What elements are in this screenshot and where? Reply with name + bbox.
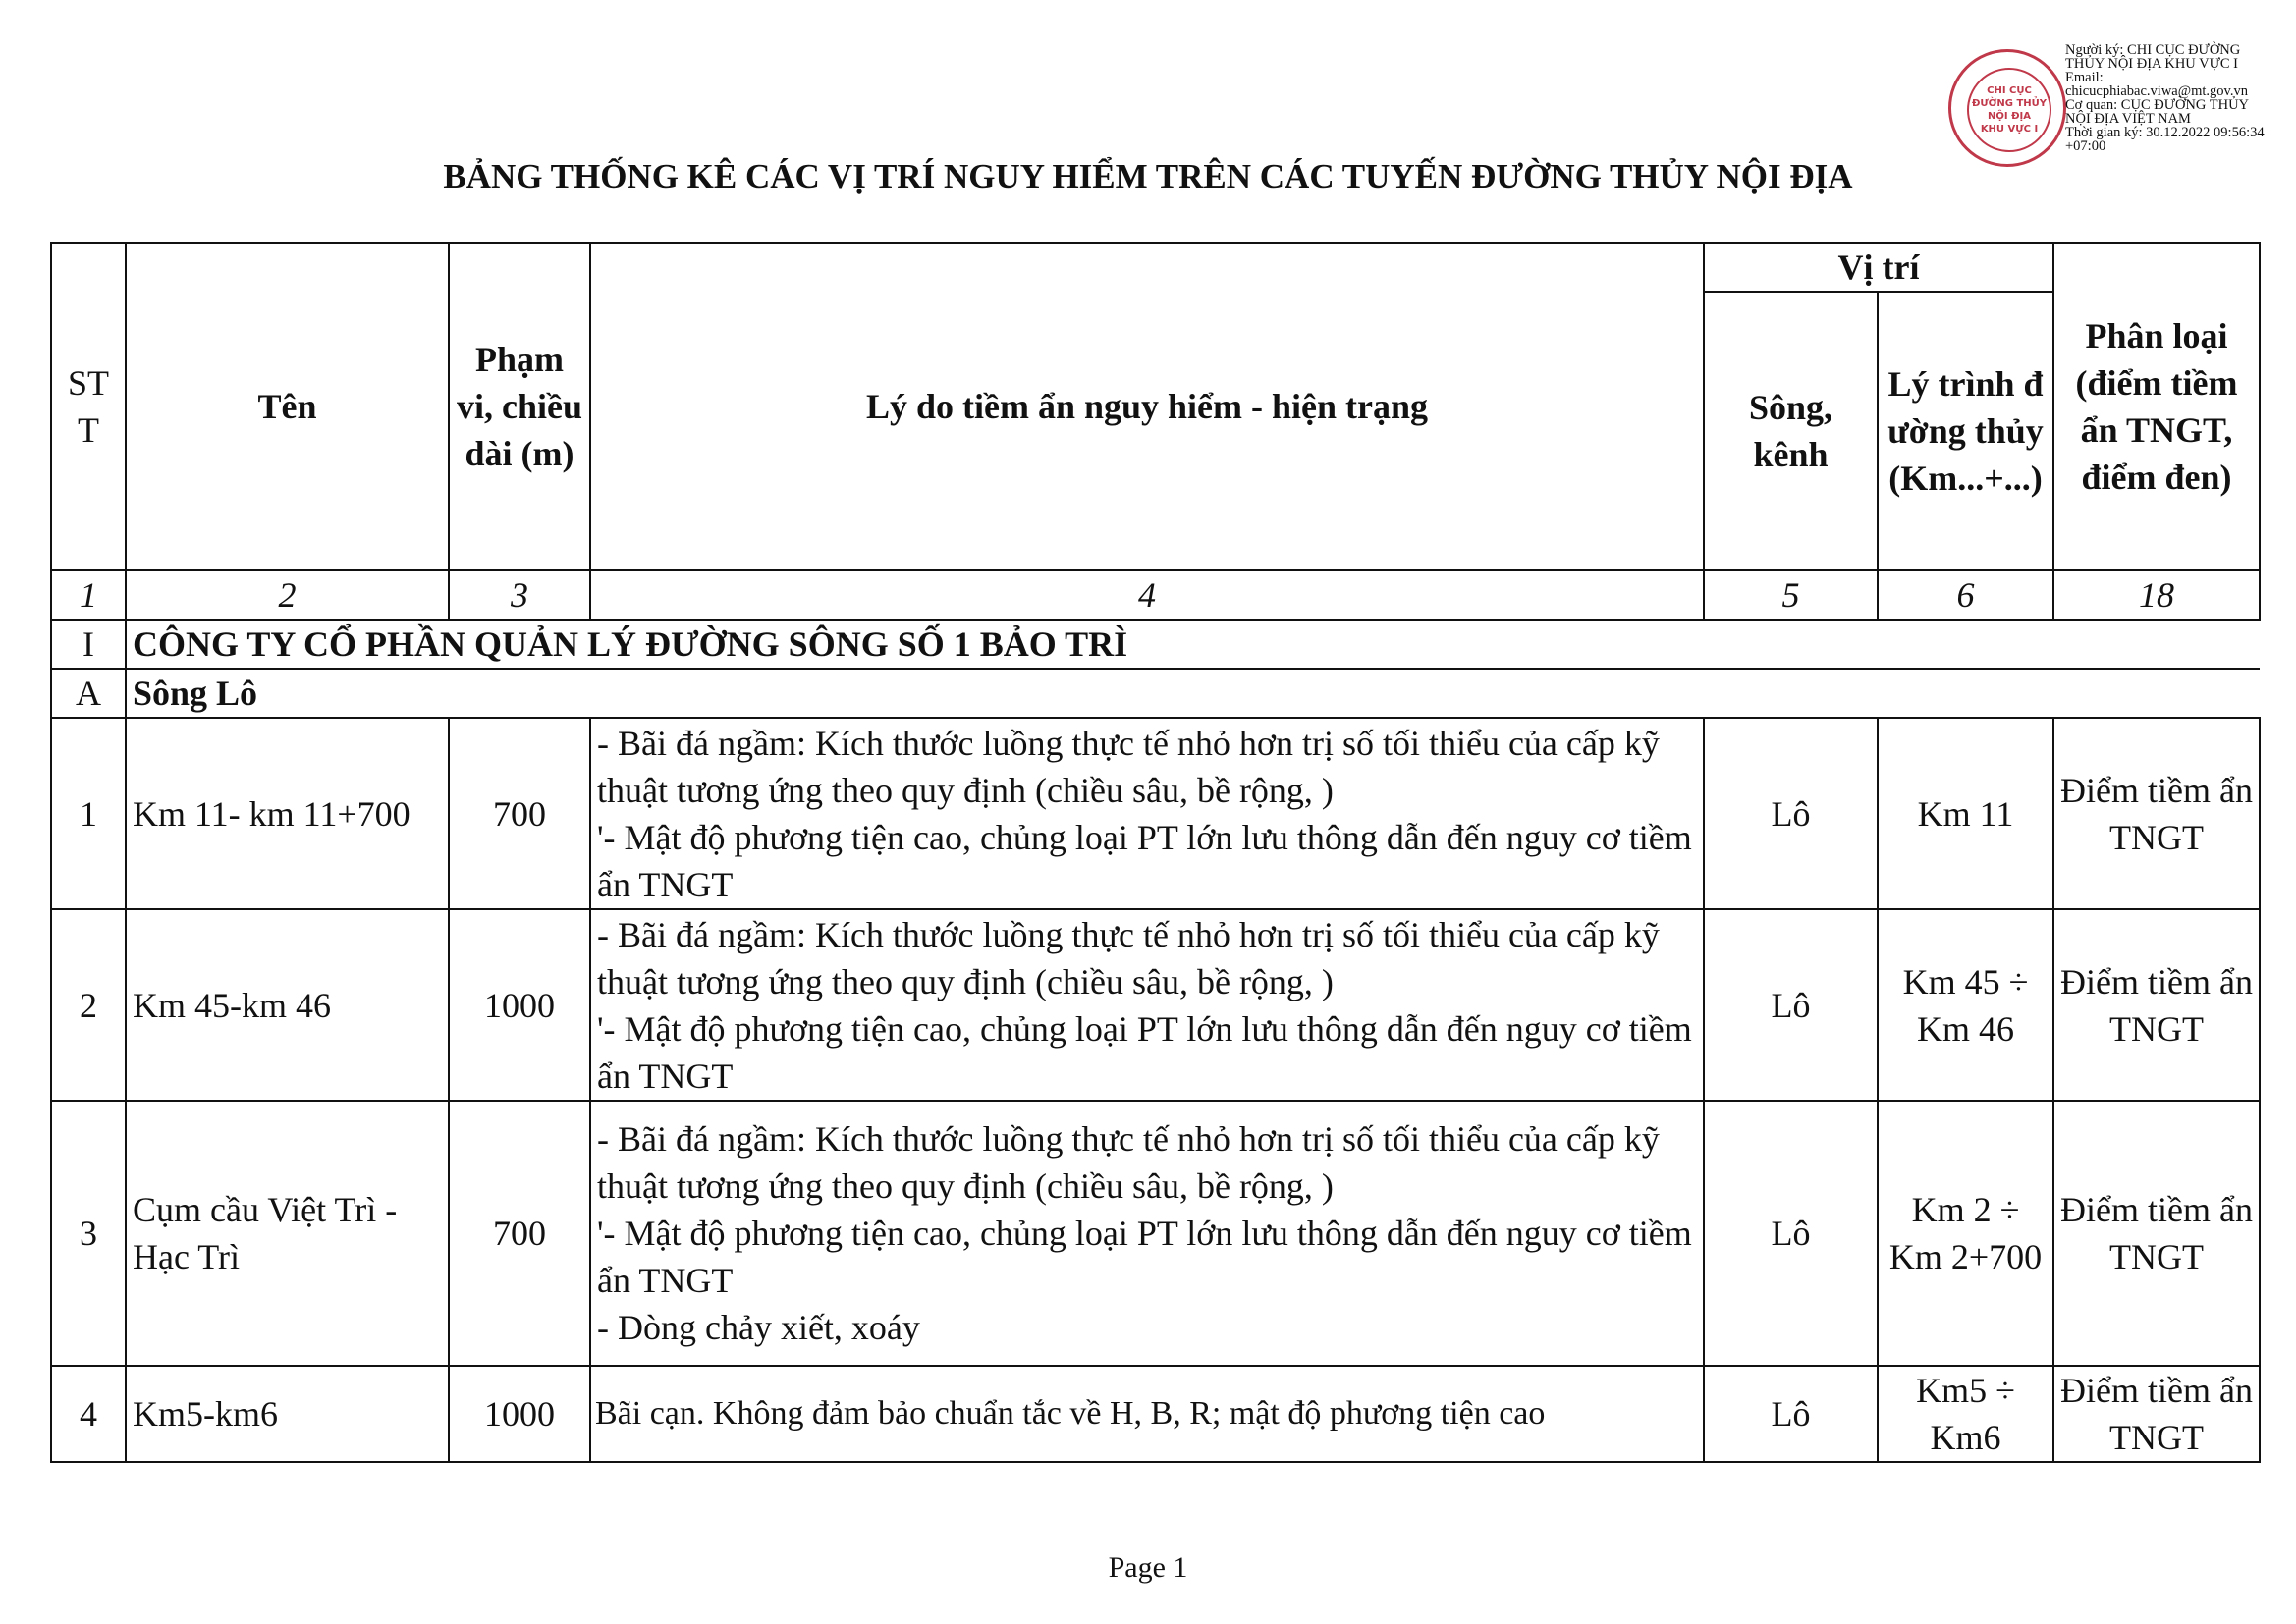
cell-song: Lô (1704, 909, 1878, 1101)
cell-stt: 3 (51, 1101, 126, 1366)
stamp-line: KHU VỰC I (1980, 124, 2039, 135)
section-name: CÔNG TY CỔ PHẦN QUẢN LÝ ĐƯỜNG SÔNG SỐ 1 BẢO TRÌ (126, 620, 2260, 669)
sig-line: Thời gian ký: 30.12.2022 09:56:34 (2065, 125, 2265, 140)
sig-line: Người ký: CHI CỤC ĐƯỜNG (2065, 42, 2241, 58)
stamp-line: ĐƯỜNG THỦY (1971, 98, 2048, 109)
header-pham-vi: Phạm vi, chiều dài (m) (449, 243, 590, 570)
subsection-name: Sông Lô (126, 669, 2260, 718)
sig-line: chicucphiabac.viwa@mt.gov.vn (2065, 83, 2248, 99)
cell-pham-vi: 700 (449, 718, 590, 909)
cell-ten: Cụm cầu Việt Trì - Hạc Trì (126, 1101, 449, 1366)
reason-line: '- Mật độ phương tiện cao, chủng loại PT lớn lưu thông dẫn đến nguy cơ tiềm ẩn TNGT (597, 817, 1692, 904)
stamp-line: NỘI ĐỊA (1988, 111, 2031, 122)
cell-pham-vi: 1000 (449, 909, 590, 1101)
reason-line: '- Mật độ phương tiện cao, chủng loại PT lớn lưu thông dẫn đến nguy cơ tiềm ẩn TNGT (597, 1214, 1692, 1300)
table-row (51, 909, 2260, 1101)
cell-phan-loai: Điểm tiềm ẩn TNGT (2053, 718, 2260, 909)
cell-ten: Km 45-km 46 (126, 909, 449, 1101)
reason-line: Bãi cạn. Không đảm bảo chuẩn tắc về H, B, R; mật độ phương tiện cao (595, 1395, 1546, 1432)
subsection-code: A (51, 669, 126, 718)
reason-line: - Bãi đá ngầm: Kích thước luồng thực tế nhỏ hơn trị số tối thiểu của cấp kỹ thuật tương ứng theo quy định (chiều sâu, bề rộng, ) (597, 723, 1660, 810)
cell-ten: Km 11- km 11+700 (126, 718, 449, 909)
cell-ten: Km5-km6 (126, 1366, 449, 1462)
sig-line: +07:00 (2065, 138, 2106, 154)
sig-line: Cơ quan: CỤC ĐƯỜNG THỦY (2065, 97, 2250, 113)
reason-line: - Bãi đá ngầm: Kích thước luồng thực tế nhỏ hơn trị số tối thiểu của cấp kỹ thuật tương ứng theo quy định (chiều sâu, bề rộng, ) (597, 1119, 1660, 1206)
header-ly-do: Lý do tiềm ẩn nguy hiểm - hiện trạng (590, 243, 1704, 570)
cell-song: Lô (1704, 1366, 1878, 1462)
cell-phan-loai: Điểm tiềm ẩn TNGT (2053, 1366, 2260, 1462)
col-number: 6 (1878, 570, 2053, 620)
header-phan-loai: Phân loại (điểm tiềm ẩn TNGT, điểm đen) (2053, 243, 2260, 570)
header-song-kenh: Sông, kênh (1704, 292, 1878, 570)
header-ten: Tên (126, 243, 449, 570)
cell-ly-do (590, 909, 1704, 1101)
header-stt: STT (51, 243, 126, 570)
cell-ly-do (590, 1366, 1704, 1462)
cell-ly-trinh: Km5 ÷ Km6 (1878, 1366, 2053, 1462)
cell-phan-loai: Điểm tiềm ẩn TNGT (2053, 909, 2260, 1101)
reason-line: '- Mật độ phương tiện cao, chủng loại PT lớn lưu thông dẫn đến nguy cơ tiềm ẩn TNGT (597, 1008, 1692, 1096)
table-row (51, 1366, 2260, 1462)
cell-ly-do (590, 718, 1704, 909)
cell-ly-trinh: Km 45 ÷ Km 46 (1878, 909, 2053, 1101)
cell-stt: 2 (51, 909, 126, 1101)
cell-ly-trinh: Km 11 (1878, 718, 2053, 909)
digital-signature-info (2065, 43, 2291, 153)
hazard-table (50, 242, 2261, 1463)
col-number: 18 (2053, 570, 2260, 620)
header-vi-tri: Vị trí (1704, 243, 2053, 292)
cell-pham-vi: 700 (449, 1101, 590, 1366)
cell-ly-trinh: Km 2 ÷ Km 2+700 (1878, 1101, 2053, 1366)
table-row (51, 718, 2260, 909)
cell-pham-vi: 1000 (449, 1366, 590, 1462)
page-title: BẢNG THỐNG KÊ CÁC VỊ TRÍ NGUY HIỂM TRÊN CÁC TUYẾN ĐƯỜNG THỦY NỘI ĐỊA (443, 157, 1853, 195)
subsection-row (51, 669, 2260, 718)
col-number: 3 (449, 570, 590, 620)
reason-line: - Dòng chảy xiết, xoáy (597, 1308, 920, 1347)
sig-line: Email: (2065, 70, 2104, 85)
sig-line: NỘI ĐỊA VIỆT NAM (2065, 111, 2191, 127)
col-number: 1 (51, 570, 126, 620)
section-code: I (51, 620, 126, 669)
official-stamp (1948, 49, 2066, 167)
header-ly-trinh: Lý trình đường thủy (Km...+...) (1878, 292, 2053, 570)
col-number: 2 (126, 570, 449, 620)
cell-stt: 4 (51, 1366, 126, 1462)
sig-line: THỦY NỘI ĐỊA KHU VỰC I (2065, 56, 2238, 72)
stamp-line: CHI CỤC (1987, 85, 2032, 96)
cell-song: Lô (1704, 718, 1878, 909)
cell-phan-loai: Điểm tiềm ẩn TNGT (2053, 1101, 2260, 1366)
cell-ly-do (590, 1101, 1704, 1366)
table-row (51, 1101, 2260, 1366)
section-row (51, 620, 2260, 669)
cell-song: Lô (1704, 1101, 1878, 1366)
col-number: 4 (590, 570, 1704, 620)
page-number: Page 1 (1108, 1551, 1188, 1584)
cell-stt: 1 (51, 718, 126, 909)
reason-line: - Bãi đá ngầm: Kích thước luồng thực tế nhỏ hơn trị số tối thiểu của cấp kỹ thuật tương ứng theo quy định (chiều sâu, bề rộng, ) (597, 914, 1660, 1001)
col-number: 5 (1704, 570, 1878, 620)
